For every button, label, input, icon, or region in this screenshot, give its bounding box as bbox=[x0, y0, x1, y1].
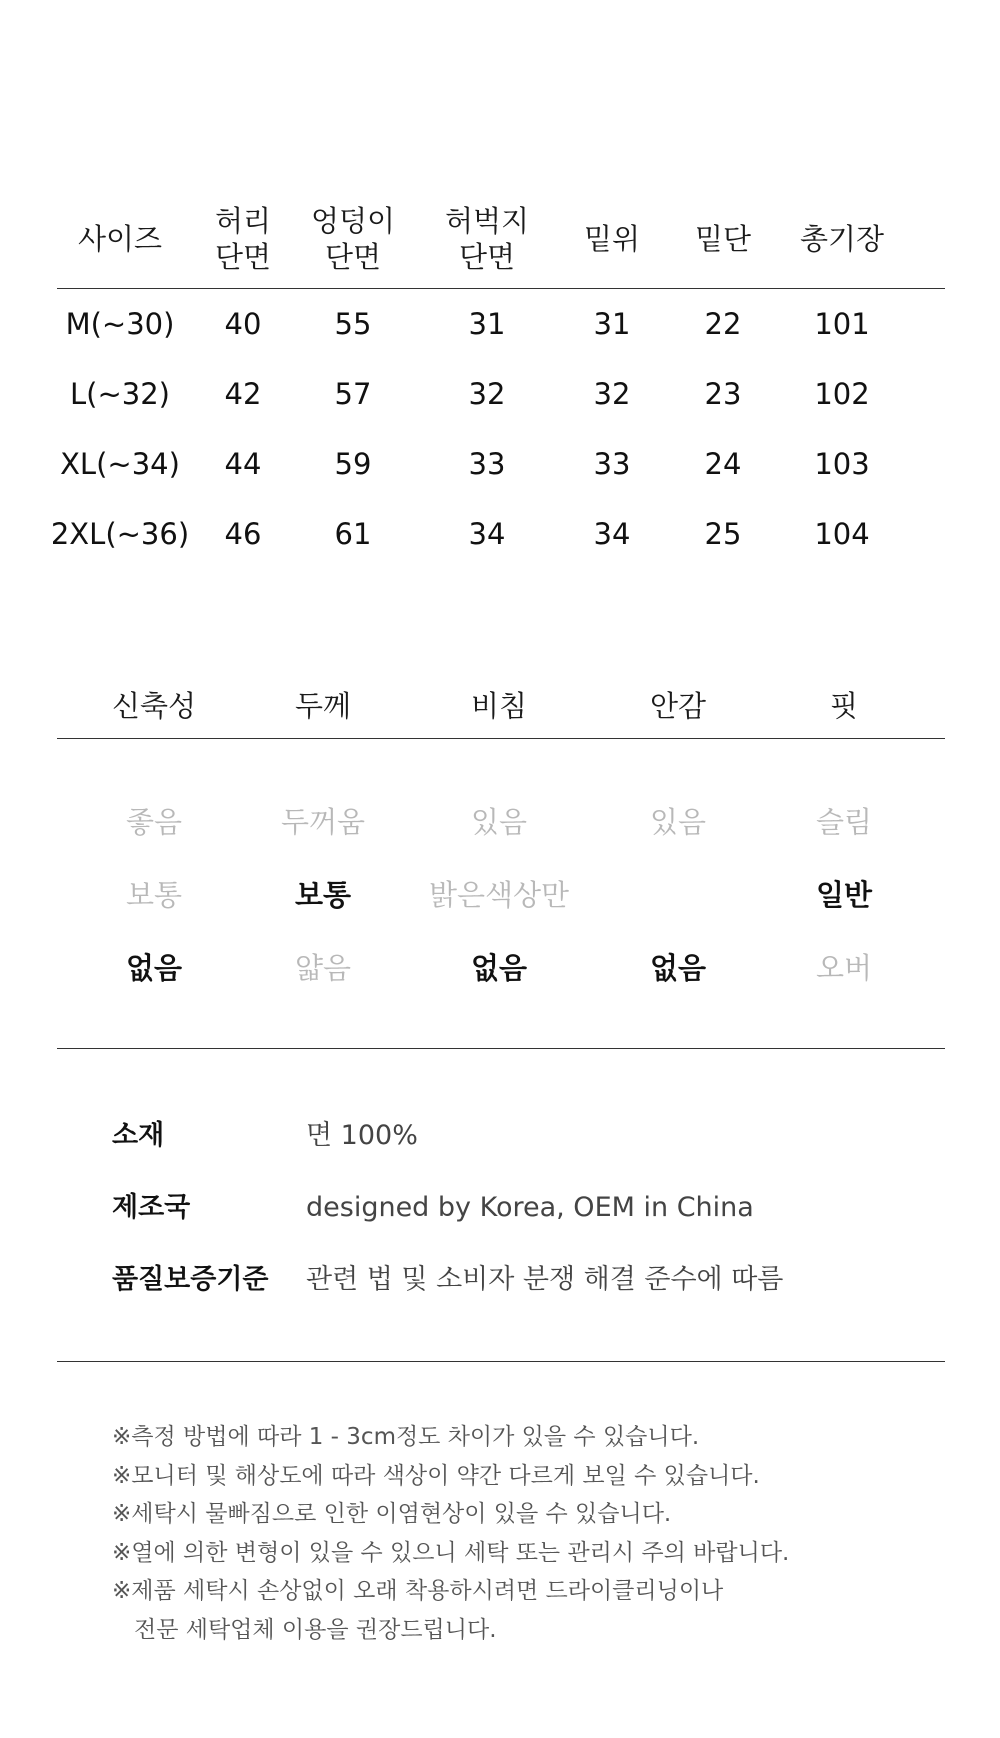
info-row bbox=[112, 1100, 932, 1172]
property-bottom-divider bbox=[57, 1048, 945, 1049]
property-option: 있음 bbox=[649, 805, 707, 839]
size-value: 31 bbox=[593, 307, 631, 341]
size-label: 2XL(~36) bbox=[50, 517, 190, 551]
property-option: 얇음 bbox=[294, 951, 352, 985]
size-value: 32 bbox=[468, 377, 506, 411]
property-option: 좋음 bbox=[125, 805, 183, 839]
care-note: ※모니터 및 해상도에 따라 색상이 약간 다르게 보일 수 있습니다. bbox=[112, 1462, 760, 1489]
size-col-header bbox=[695, 190, 751, 288]
info-value: 관련 법 및 소비자 분쟁 해결 준수에 따름 bbox=[306, 1264, 784, 1295]
size-col-header-line: 단면 bbox=[214, 240, 272, 274]
property-col-header: 비침 bbox=[470, 689, 528, 723]
property-row bbox=[57, 932, 945, 1005]
size-label: L(~32) bbox=[70, 377, 170, 411]
property-row bbox=[57, 786, 945, 859]
size-value: 24 bbox=[704, 447, 742, 481]
property-col-header: 안감 bbox=[649, 689, 707, 723]
property-option-selected: 일반 bbox=[815, 878, 873, 912]
care-note: ※측정 방법에 따라 1 - 3cm정도 차이가 있을 수 있습니다. bbox=[112, 1424, 700, 1450]
size-value: 61 bbox=[334, 517, 372, 551]
size-value: 25 bbox=[704, 517, 742, 551]
size-value: 23 bbox=[704, 377, 742, 411]
size-value: 34 bbox=[468, 517, 506, 551]
size-col-header-line: 총기장 bbox=[799, 222, 885, 256]
size-value: 33 bbox=[468, 447, 506, 481]
size-value: 55 bbox=[334, 307, 372, 341]
property-option: 있음 bbox=[470, 805, 528, 839]
size-col-header bbox=[311, 190, 395, 288]
care-note: 전문 세탁업체 이용을 권장드립니다. bbox=[134, 1616, 497, 1643]
property-col-header: 핏 bbox=[829, 689, 859, 723]
size-label: M(~30) bbox=[65, 307, 175, 341]
size-value: 103 bbox=[814, 447, 870, 481]
info-label: 제조국 bbox=[112, 1192, 191, 1223]
property-option-selected: 없음 bbox=[125, 951, 183, 985]
size-col-header bbox=[215, 190, 271, 288]
size-value: 57 bbox=[334, 377, 372, 411]
care-note: ※세탁시 물빠짐으로 인한 이염현상이 있을 수 있습니다. bbox=[112, 1501, 672, 1527]
size-value: 42 bbox=[224, 377, 262, 411]
property-option-selected: 없음 bbox=[649, 951, 707, 985]
size-col-header-line: 허벅지 bbox=[444, 204, 530, 238]
size-col-header bbox=[584, 190, 640, 288]
size-value: 102 bbox=[814, 377, 870, 411]
size-col-header-line: 단면 bbox=[458, 240, 516, 274]
size-table-row bbox=[50, 499, 945, 569]
size-table bbox=[50, 190, 945, 551]
size-table-row bbox=[57, 429, 945, 499]
property-grid bbox=[57, 786, 945, 1005]
info-label: 소재 bbox=[112, 1120, 165, 1151]
info-label: 품질보증기준 bbox=[112, 1264, 269, 1295]
property-option: 오버 bbox=[815, 951, 873, 985]
size-value: 34 bbox=[593, 517, 631, 551]
property-option: 슬림 bbox=[815, 805, 873, 839]
size-col-header-line: 사이즈 bbox=[77, 222, 163, 256]
size-col-header bbox=[445, 190, 529, 288]
property-header-divider bbox=[57, 738, 945, 739]
size-col-header bbox=[78, 190, 162, 288]
info-bottom-divider bbox=[57, 1361, 945, 1362]
property-col-header: 두께 bbox=[294, 689, 352, 723]
property-option-selected: 보통 bbox=[294, 878, 352, 912]
size-table-header bbox=[57, 190, 945, 288]
property-option: 밝은색상만 bbox=[428, 878, 570, 912]
size-col-header bbox=[800, 190, 884, 288]
size-value: 44 bbox=[224, 447, 262, 481]
info-value: designed by Korea, OEM in China bbox=[306, 1192, 754, 1223]
care-note: ※열에 의한 변형이 있을 수 있으니 세탁 또는 관리시 주의 바랍니다. bbox=[112, 1539, 790, 1566]
size-table-body bbox=[50, 289, 945, 569]
size-col-header-line: 허리 bbox=[214, 204, 272, 238]
size-value: 40 bbox=[224, 307, 262, 341]
care-note: ※제품 세탁시 손상없이 오래 착용하시려면 드라이클리닝이나 bbox=[112, 1578, 724, 1604]
size-value: 32 bbox=[593, 377, 631, 411]
size-value: 22 bbox=[704, 307, 742, 341]
care-notes bbox=[112, 1418, 942, 1649]
size-value: 104 bbox=[814, 517, 870, 551]
size-table-row bbox=[57, 359, 945, 429]
info-value: 면 100% bbox=[306, 1120, 418, 1151]
property-row bbox=[57, 859, 945, 932]
info-row bbox=[112, 1172, 932, 1244]
property-option: 두꺼움 bbox=[280, 805, 366, 839]
size-value: 31 bbox=[468, 307, 506, 341]
size-col-header-line: 엉덩이 bbox=[310, 204, 396, 238]
property-col-header: 신축성 bbox=[111, 689, 197, 723]
size-col-header-line: 밑단 bbox=[694, 222, 752, 256]
size-col-header-line: 단면 bbox=[324, 240, 382, 274]
property-header bbox=[57, 678, 945, 734]
product-info bbox=[112, 1100, 932, 1316]
size-label: XL(~34) bbox=[60, 447, 180, 481]
size-value: 46 bbox=[224, 517, 262, 551]
property-option: 보통 bbox=[125, 878, 183, 912]
size-value: 101 bbox=[814, 307, 870, 341]
property-option-selected: 없음 bbox=[470, 951, 528, 985]
size-table-row bbox=[57, 289, 945, 359]
size-value: 59 bbox=[334, 447, 372, 481]
size-col-header-line: 밑위 bbox=[583, 222, 641, 256]
info-row bbox=[112, 1244, 932, 1316]
size-value: 33 bbox=[593, 447, 631, 481]
